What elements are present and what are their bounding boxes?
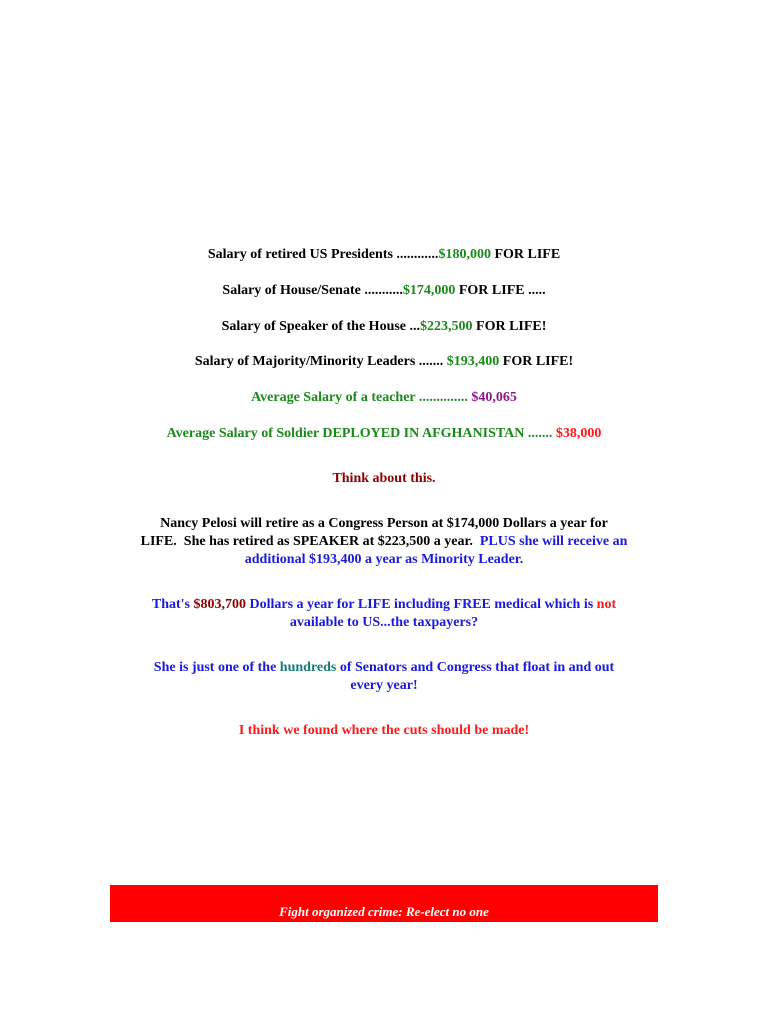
salary-label: Salary of Speaker of the House ... [221,319,421,334]
footer-banner [110,885,658,922]
pelosi-line-1: Nancy Pelosi will retire as a Congress Person at $174,000 Dollars a year for [160,516,608,531]
think-text: Think about this [332,471,433,486]
total-not: not [596,597,617,612]
salary-label: Salary of Majority/Minority Leaders ....... [194,354,447,369]
salary-amount: $38,000 [555,426,602,441]
salary-label: Average Salary of Soldier DEPLOYED IN AFGHANISTAN ....... [166,426,556,441]
salary-speaker [0,318,768,335]
pelosi-line-3: additional $193,400 a year as Minority Leader. [244,552,524,567]
cuts-statement: I think we found where the cuts should be made! [238,723,530,738]
total-line-1 [0,596,768,614]
think-period: . [432,471,436,486]
salary-amount: $223,500 [420,319,473,334]
pelosi-paragraph [0,515,768,569]
total-line-2: available to US...the taxpayers? [289,615,479,630]
salary-leaders [0,353,768,370]
think-about-this [0,470,768,487]
salary-suffix: FOR LIFE [490,247,561,262]
salary-suffix: FOR LIFE! [499,354,574,369]
salary-amount: $40,065 [471,390,517,405]
salary-amount: $193,400 [446,354,500,369]
total-paragraph [0,596,768,632]
hundreds-paragraph [0,659,768,695]
hundreds-pre: She is just one of the [153,660,280,675]
hundreds-word: hundreds [279,660,337,675]
salary-presidents [0,246,768,263]
footer-slogan: Fight organized crime: Re-elect no one [279,904,489,919]
salary-amount: $174,000 [402,283,456,298]
salary-soldier [0,425,768,442]
hundreds-line-2: every year! [350,678,418,693]
salary-teacher [0,389,768,406]
hundreds-post: of Senators and Congress that float in and out [336,660,615,675]
pelosi-plus-text: PLUS she will receive an [479,534,628,549]
total-amount: $803,700 [193,597,246,612]
salary-label: Average Salary of a teacher .............. [251,390,472,405]
salary-suffix: FOR LIFE ..... [455,283,546,298]
salary-label: Salary of House/Senate ........... [222,283,403,298]
total-pre: That's [151,597,194,612]
salary-amount: $180,000 [438,247,491,262]
salary-suffix: FOR LIFE! [472,319,547,334]
total-mid: Dollars a year for LIFE including FREE medical which is [246,597,597,612]
salary-label: Salary of retired US Presidents ............ [207,247,439,262]
salary-house-senate [0,282,768,299]
pelosi-line-2-text: LIFE. She has retired as SPEAKER at $223,500 a year. [140,534,480,549]
pelosi-line-2 [0,533,768,551]
hundreds-line-1 [0,659,768,677]
